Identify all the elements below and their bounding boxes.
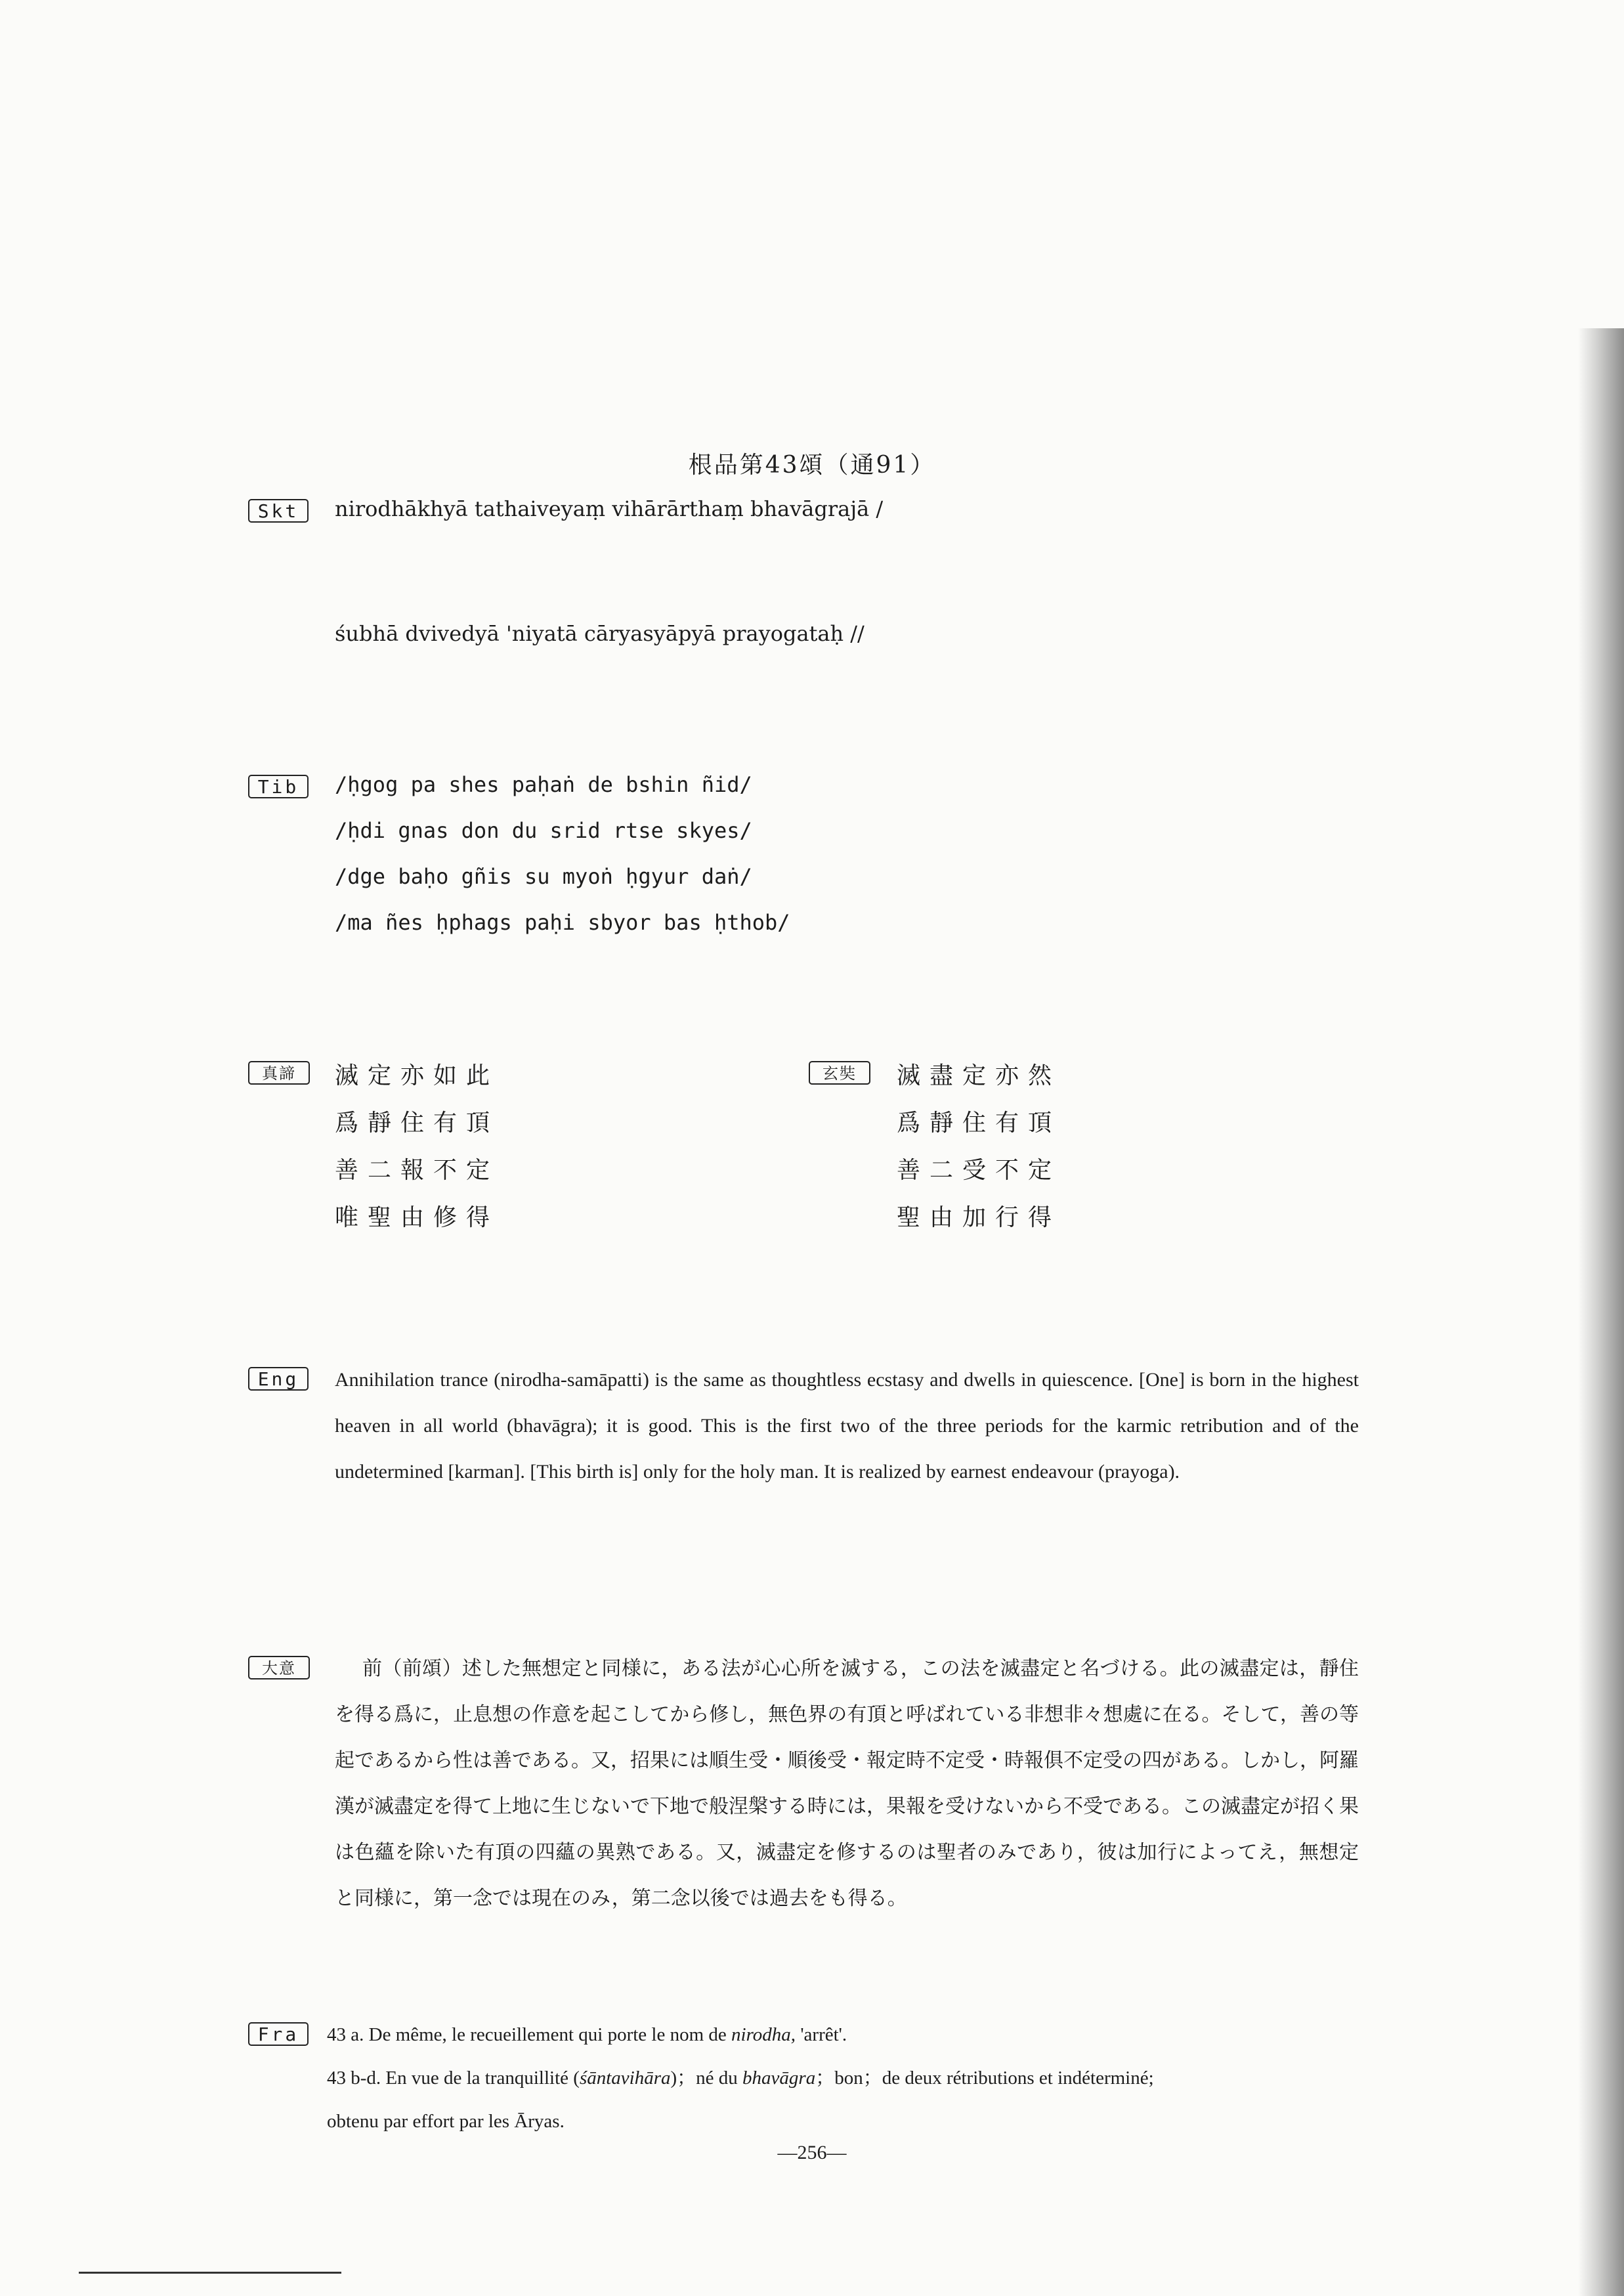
skt-verse-line-2: śubhā dvivedyā 'niyatā cāryasyāpyā prayogataḥ // <box>335 621 865 646</box>
xuanzang-line-3: 善二受不定 <box>897 1157 1061 1184</box>
xuanzang-label: 玄奘 <box>809 1061 870 1085</box>
tib-verse-line-2: /ḥdi gnas don du srid rtse skyes/ <box>335 818 752 843</box>
paramartha-label: 真諦 <box>248 1061 310 1085</box>
eng-label: Eng <box>248 1367 309 1391</box>
paramartha-line-4: 唯聖由修得 <box>335 1204 500 1231</box>
tib-verse-line-3: /dge baḥo gñis su myoṅ ḥgyur daṅ/ <box>335 864 752 889</box>
skt-verse-line-1: nirodhākhyā tathaiveyaṃ vihārārthaṃ bhavāgrajā / <box>335 496 884 521</box>
tib-verse-line-4: /ma ñes ḥphags paḥi sbyor bas ḥthob/ <box>335 910 790 935</box>
taii-label: 大意 <box>248 1656 310 1679</box>
skt-label: Skt <box>248 499 309 523</box>
tib-label: Tib <box>248 775 309 798</box>
xuanzang-line-2: 爲靜住有頂 <box>897 1110 1061 1137</box>
scan-bottom-rule <box>79 2272 341 2274</box>
xuanzang-line-4: 聖由加行得 <box>897 1204 1061 1231</box>
fra-line-3: obtenu par effort par les Āryas. <box>327 2111 565 2132</box>
paramartha-line-2: 爲靜住有頂 <box>335 1110 500 1137</box>
xuanzang-line-1: 滅盡定亦然 <box>897 1062 1061 1089</box>
page-number: —256— <box>777 2142 847 2163</box>
fra-line-1: 43 a. De même, le recueillement qui porte le nom de nirodha, 'arrêt'. <box>327 2024 847 2045</box>
taii-summary: 前（前頌）述した無想定と同様に，ある法が心心所を滅する，この法を滅盡定と名づける。此の滅盡定は，靜住を得る爲に，止息想の作意を起こしてから修し，無色界の有頂と呼ばれている非想非々想處に在る。そして，善の等起であるから性は善である。又，招果には順生受・順後受・報定時不定受・時報俱不定受の四がある。しかし，阿羅漢が滅盡定を得て上地に生じないで下地で般涅槃する時には，果報を受けないから不受である。この滅盡定が招く果は色蘊を除いた有頂の四蘊の異熟である。又，滅盡定を修するのは聖者のみであり，彼は加行によってえ，無想定と同様に，第一念では現在のみ，第二念以後では過去をも得る。 <box>335 1657 1359 1910</box>
paramartha-line-1: 滅定亦如此 <box>335 1062 500 1089</box>
tib-verse-line-1: /ḥgog pa shes paḥaṅ de bshin ñid/ <box>335 772 752 797</box>
paramartha-line-3: 善二報不定 <box>335 1157 500 1184</box>
fra-label: Fra <box>248 2022 309 2046</box>
fra-line-2: 43 b-d. En vue de la tranquillité (śāntavihāra)；né du bhavāgra；bon；de deux rétributions et indéterminé; <box>327 2068 1154 2089</box>
page-heading: 根品第43頌（通91） <box>688 452 936 479</box>
fra-translation <box>327 2013 1359 2143</box>
eng-translation: Annihilation trance (nirodha-samāpatti) is the same as thoughtless ecstasy and dwells in quiescence. [One] is born in the highest heaven in all world (bhavāgra); it is good. This is the first two of the three periods for the karmic retribution and of the undetermined [karman]. [This birth is] only for the holy man. It is realized by earnest endeavour (prayoga). <box>335 1369 1359 1483</box>
scan-edge-shadow <box>1578 328 1624 2296</box>
